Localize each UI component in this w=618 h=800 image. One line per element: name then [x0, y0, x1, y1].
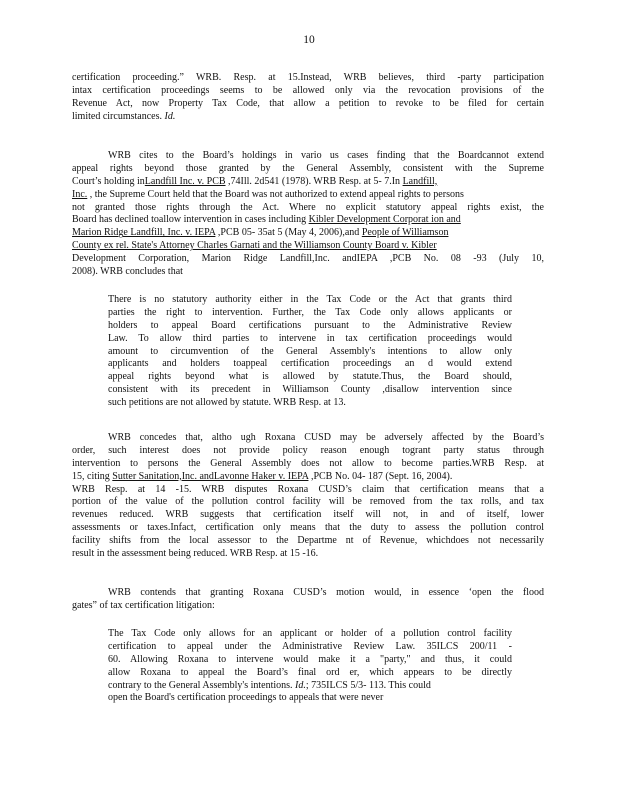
text-line: [72, 189, 544, 202]
text-line: result in the assessment being reduced. WRB Resp. at 15 -16.: [72, 548, 319, 560]
text-line: portion of the value of the pollution control facility will be removed from the tax rolls, and tax: [72, 496, 544, 508]
citation-id: Id.: [295, 679, 306, 691]
text-segment: ,PCB No. 04- 187 (Sept. 16, 2004).: [308, 470, 453, 482]
text-line: WRB concedes that, altho ugh Roxana CUSD may be adversely affected by the Board’s: [108, 432, 544, 443]
case-citation: Landfill Inc. v. PCB: [144, 175, 226, 187]
quote-line: There is no statutory authority either in the Tax Code or the Act that grants third: [108, 294, 512, 305]
text-segment: Board has declined toallow intervention in cases including: [72, 214, 309, 226]
paragraph-continuation: [72, 72, 544, 124]
text-line: order, such interest does not provide policy reason enough togrant party status through: [72, 444, 544, 456]
paragraph-concessions: [72, 432, 544, 561]
text-line: revenues reduced. WRB suggests that certification itself will not, in and of itself, lower: [72, 509, 544, 521]
quote-line: parties the right to intervention. Further, the Tax Code only allows applicants or: [108, 306, 512, 318]
quote-line: [108, 680, 512, 693]
paragraph-board-holdings: [72, 150, 544, 279]
quote-line: applicants and holders toappeal certification proceedings an d would extend: [108, 358, 512, 370]
text-line: 2008). WRB concludes that: [72, 266, 183, 278]
text-line: certification proceeding.” WRB. Resp. at 15.Instead, WRB believes, third -party participation: [72, 72, 544, 83]
block-quote: [108, 628, 512, 705]
text-line: not granted those rights through the Act. Where no explicit statutory appeal rights exist, the: [72, 201, 544, 213]
case-citation: Marion Ridge Landfill, Inc. v. IEPA: [72, 227, 216, 239]
text-line: gates” of tax certification litigation:: [72, 599, 215, 611]
paragraph-flood-gates: [72, 587, 544, 613]
text-line: WRB Resp. at 14 -15. WRB disputes Roxana CUSD’s claim that certification means that a: [72, 483, 544, 495]
text-segment: ; 735ILCS 5/3- 113. This could: [305, 679, 431, 691]
quote-line: such petitions are not allowed by statute. WRB Resp. at 13.: [108, 397, 346, 409]
text-line: [72, 176, 544, 189]
quote-line: The Tax Code only allows for an applicant or holder of a pollution control facility: [108, 628, 512, 639]
quote-line: consistent with its precedent in Williamson County ,disallow intervention since: [108, 384, 512, 396]
quote-line: open the Board's certification proceedings to appeals that were never: [108, 692, 384, 704]
text-segment: , the Supreme Court held that the Board was not authorized to extend appeal rights to persons: [87, 188, 464, 200]
text-segment: limited circumstances.: [72, 110, 165, 122]
text-line: [72, 227, 544, 240]
text-segment: 15, citing: [72, 470, 113, 482]
text-line: [72, 471, 544, 484]
text-segment: ,74Ill. 2d541 (1978). WRB Resp. at 5- 7.In: [225, 175, 403, 187]
text-line: WRB contends that granting Roxana CUSD’s motion would, in essence ‘open the flood: [108, 587, 544, 598]
case-citation: Kibler Development Corporat ion and: [308, 214, 461, 226]
text-line: facility shifts from the local assessor to the Departme nt of Revenue, whichdoes not necessarily: [72, 535, 544, 547]
text-segment: ,PCB 05- 35at 5 (May 4, 2006),and: [215, 227, 362, 239]
text-segment: contrary to the General Assembly's intentions.: [108, 679, 296, 691]
text-line: assessments or taxes.Infact, certification only means that the duty to assess the pollution control: [72, 522, 544, 534]
case-citation: People of Williamson: [361, 227, 449, 239]
case-citation: Inc.: [72, 188, 88, 200]
text-line: WRB cites to the Board’s holdings in vario us cases finding that the Boardcannot extend: [108, 150, 544, 161]
quote-line: Law. To allow third parties to intervene in tax certification proceedings would: [108, 332, 512, 344]
quote-line: certification to appeal under the Administrative Review Law. 35ILCS 200/11 -: [108, 640, 512, 652]
quote-line: allow Roxana to appeal the Board’s final ord er, which appears to be directly: [108, 666, 512, 678]
text-line: Development Corporation, Marion Ridge Landfill,Inc. andIEPA ,PCB No. 08 -93 (July 10,: [72, 253, 544, 265]
text-line: [72, 214, 544, 227]
case-citation: Sutter Sanitation,Inc. andLavonne Haker v. IEPA: [112, 470, 309, 482]
citation-id: Id.: [164, 110, 176, 122]
quote-line: 60. Allowing Roxana to intervene would make it a "party," and thus, it could: [108, 653, 512, 665]
text-line: intervention to persons the General Assembly does not allow to become parties.WRB Resp. at: [72, 457, 544, 469]
text-segment: Court’s holding in: [72, 175, 145, 187]
text-line: [72, 111, 544, 124]
quote-line: appeal rights beyond what is allowed by statute.Thus, the Board should,: [108, 371, 512, 383]
case-citation: Landfill,: [402, 175, 438, 187]
text-line: intax certification proceedings seems to be allowed only via the revocation provisions of the: [72, 84, 544, 96]
case-citation: County ex rel. State's Attorney Charles Garnati and the Williamson County Board v. Kibler: [72, 240, 437, 252]
block-quote: [108, 294, 512, 410]
text-line: Revenue Act, now Property Tax Code, that allow a petition to revoke to be filed for certain: [72, 97, 544, 109]
text-line: appeal rights beyond those granted by the General Assembly, consistent with the Supreme: [72, 162, 544, 174]
quote-line: holders to appeal Board certifications pursuant to the Administrative Review: [108, 319, 512, 331]
page-number: 10: [303, 34, 315, 46]
text-line: [72, 240, 544, 253]
quote-line: amount to circumvention of the General Assembly's intentions to allow only: [108, 345, 512, 357]
